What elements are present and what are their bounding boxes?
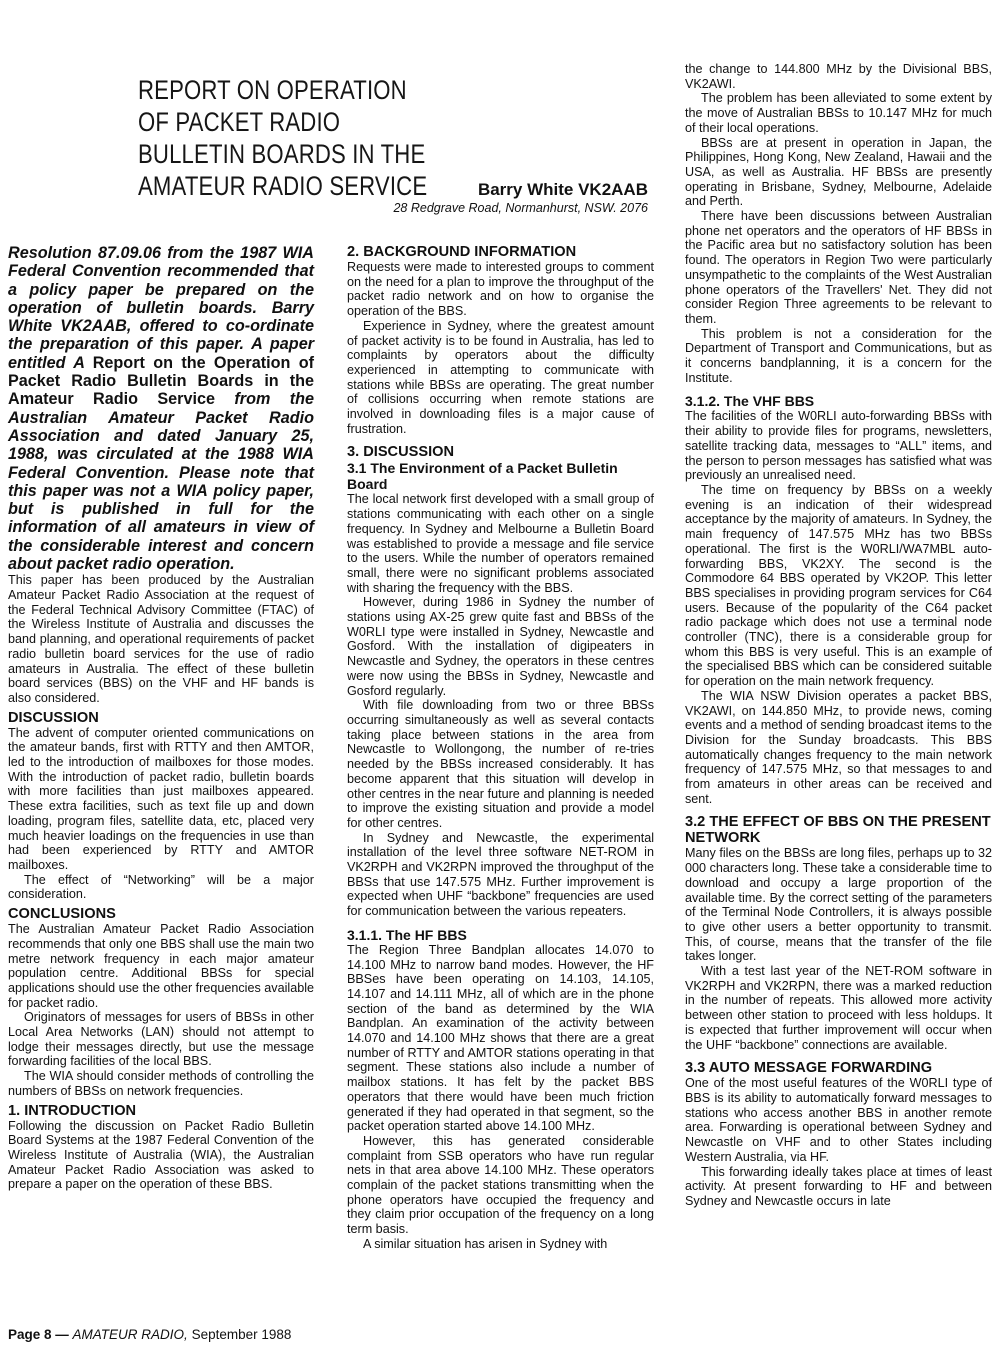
body-paragraph: the change to 144.800 MHz by the Divisional BBS, VK2AWI. [685,62,992,91]
body-paragraph: The advent of computer oriented communications on the amateur bands, first with RTTY and then AMTOR, led to the introduction of mailboxes for those modes. With the introduction of packet radio, bulletin boards with more facilities than just mailboxes appeared. These extra facilities, such as text file up and down loading, program files, satellite data, etc, placed very much heavier loadings on the frequencies in use than had been experienced by RTTY and AMTOR mailboxes. [8,725,314,872]
footer-publication: AMATEUR RADIO, [72,1327,188,1342]
heading-discussion-3: 3. DISCUSSION [347,444,455,461]
heading-discussion: DISCUSSION [8,709,99,726]
body-paragraph: The Australian Amateur Packet Radio Association recommends that only one BBS shall use the main two metre network frequency in each major amateur population centre. Additional BBSs for special applications should use the other frequencies available for packet radio. [8,922,314,1010]
footer-page-number: Page 8 — [8,1327,69,1342]
body-paragraph: One of the most useful features of the W0RLI type of BBS is its ability to automatically forward messages to stations who access another BBS in another remote area. Forwarding is operational between Sydney and Newcastle on VHF and to other States including Western Australia, via HF. [685,1076,992,1164]
intro-paragraph [8,244,314,573]
body-paragraph: However, this has generated considerable complaint from SSB operators who have run regular nets in that area above 14.100 MHz. These operators complain of the packet stations transmitting when the phone operators have occupied the frequency and they claim prior occupation of the frequency on a long term basis. [347,1133,654,1237]
body-paragraph: A similar situation has arisen in Sydney with [363,1236,608,1251]
body-paragraph: This forwarding ideally takes place at times of least activity. At present forwarding to HF and between Sydney and Newcastle occurs in late [685,1164,992,1208]
heading-hf-bbs: 3.1.1. The HF BBS [347,926,467,943]
body-paragraph: The WIA should consider methods of controlling the numbers of BBSs on network frequencies. [8,1069,314,1098]
author-name: Barry White VK2AAB [477,180,648,199]
column-left [8,244,314,1192]
body-paragraph: The time on frequency by BBSs on a weekly evening is an indication of their widespread acceptance by the majority of amateurs. In Sydney, the main frequency of 147.575 MHz has two BBSs operational. The first is the W0RLI/WA7MBL auto-forwarding BBS, VK2XY. The second is the Commodore 64 BBS operated by VK2OP. This letter BBS specialises in providing program services for C64 users. Because of the popularity of the C64 packet radio package which does not use a terminal node controller (TNC), there is a considerable group for whom this BBS is very useful. This is an example of the specialised BBS which can be considered suitable for operation on the main network frequency. [685,482,992,689]
heading-vhf-bbs: 3.1.2. The VHF BBS [685,393,815,410]
body-paragraph: With a test last year of the NET-ROM software in VK2RPH and VK2RPN, there was a marked reduction in the number of repeats. This allowed more activity between other station to proceed with less holdups. It is expected that further improvement will occur when the UHF “backbone” connections are available. [685,964,992,1052]
body-paragraph: With file downloading from two or three BBSs occurring simultaneously as well as several contacts taking place between stations in the area from Newcastle to Wollongong, the number of re-tries needed by the BBSs increased considerably. It has become apparent that this situation will develop in other centres in the near future and planning is needed to improve the existing situation and provide a model for other centres. [347,698,654,830]
heading-auto-forwarding: 3.3 AUTO MESSAGE FORWARDING [685,1060,933,1077]
column-right [685,62,992,1209]
article-title: REPORT ON OPERATION OF PACKET RADIO BULLETIN BOARDS IN THE AMATEUR RADIO SERVICE [138,75,428,201]
intro-text-paper-title: Report on the Operation of Packet Radio Bulletin Boards in the Amateur Radio Service [8,353,314,409]
heading-environment: 3.1 The Environment of a Packet Bulletin Board [347,460,618,493]
body-paragraph: The local network first developed with a small group of stations communicating with each other on a single frequency. In Sydney and Melbourne a Bulletin Board was established to provide a message and file service to the users. While the number of operators remained small, there were no significant problems associated with sharing the frequency with the BBS. [347,492,654,595]
body-paragraph: Following the discussion on Packet Radio Bulletin Board Systems at the 1987 Federal Convention of the Wireless Institute of Australia (WIA), the Australian Amateur Packet Radio Association was asked to prepare a paper on the operation of these BBS. [8,1118,314,1192]
body-paragraph: Requests were made to interested groups to comment on the need for a plan to improve the throughput of the packet radio network and on how to organise the operation of the BBS. [347,260,654,319]
page-footer [8,1327,291,1342]
body-paragraph: The problem has been alleviated to some extent by the move of Australian BBSs to 10.147 MHz for much of their local operations. [685,91,992,135]
author-address: 28 Redgrave Road, Normanhurst, NSW. 2076 [393,201,648,215]
body-paragraph: Experience in Sydney, where the greatest amount of packet activity is to be found in Australia, has led to complaints by operators about the difficulty experienced in attempting to communicate with stations while BBSs are operating. The great number of collisions occurring when remote stations are involved in downloading files is a major cause of frustration. [347,318,654,436]
body-paragraph: The WIA NSW Division operates a packet BBS, VK2AWI, on 144.850 MHz, to provide news, coming events and a method of sending broadcast items to the Division for the Sunday broadcasts. This BBS automatically changes frequency to the main network frequency of 147.575 MHz, so that messages to and from amateurs in other areas can be received and sent. [685,688,992,806]
body-paragraph: This problem is not a consideration for the Department of Transport and Communications, but as it concerns bandplanning, it is a concern for the Institute. [685,326,992,385]
body-paragraph: BBSs are at present in operation in Japan, the Philippines, Hong Kong, New Zealand, Hawaii and the USA, as well as Australia. HF BBSs are presently operating in Brisbane, Sydney, Melbourne, Adelaide and Perth. [685,135,992,209]
footer-date: September 1988 [191,1327,292,1342]
body-paragraph: The effect of “Networking” will be a major consideration. [8,872,314,902]
body-paragraph: Many files on the BBSs are long files, perhaps up to 32 000 characters long. These take a considerable time to download and occupy a large proportion of the available time. By the correct setting of the parameters of the Terminal Node Controllers, it is always possible to give other users a better opportunity to transmit. This, of course, means that the transfer of the file takes longer. [685,846,992,964]
body-paragraph: There have been discussions between Australian phone net operators and the operators of HF BBSs in the Pacific area but no satisfactory solution has been found. The operators in Region Two were particularly unsympathetic to the complaints of the West Australian phone operators of the Travellers' Net. They did not consider Region Three agreements to be relevant to them. [685,209,992,326]
body-paragraph: This paper has been produced by the Australian Amateur Packet Radio Association at the request of the Federal Technical Advisory Committee (FTAC) of the Wireless Institute of Australia and discusses the band planning, and operational requirements of packet radio bulletin board services for the use of radio amateurs in Australia. The effect of these bulletin board services (BBS) on the VHF and HF bands is also considered. [8,573,314,705]
heading-background: 2. BACKGROUND INFORMATION [347,244,577,260]
body-paragraph: The Region Three Bandplan allocates 14.070 to 14.100 MHz to narrow band modes. However, the HF BBSes have been operating on 14.103, 14.105, 14.107 and 14.111 MHz, all of which are in the phone section of the band as determined by the WIA Bandplan. An examination of the activity between 14.070 and 14.100 MHz shows that there are a great number of RTTY and AMTOR stations operating in that segment. These stations also include a number of mailbox stations. It has felt by the packet BBS operators that there would have been much friction generated if they had operated in that segment, so the packet operation started above 14.100 MHz. [347,942,654,1134]
body-paragraph: However, during 1986 in Sydney the number of stations using AX-25 grew quite fast and BBSs of the W0RLI type were installed in Sydney, Newcastle and Gosford. With the installation of digipeaters in Newcastle and Sydney, the operators in these centres were now using the BBSs in Sydney, Newcastle and Gosford regularly. [347,595,654,698]
body-paragraph: The facilities of the W0RLI auto-forwarding BBSs with their ability to provide files for programs, newsletters, satellite tracking data, messages to “ALL” items, and the person to person messages has satisfied what was previously an unrealised need. [685,409,992,483]
body-paragraph: Originators of messages for users of BBSs in other Local Area Networks (LAN) should not attempt to lodge their messages directly, but use the message forwarding facilities of the local BBS. [8,1010,314,1069]
heading-effect-bbs: 3.2 THE EFFECT OF BBS ON THE PRESENT NETWORK [685,814,991,847]
body-paragraph: In Sydney and Newcastle, the experimental installation of the level three software NET-ROM in VK2RPH and VK2RPN improved the throughput of the BBSs that use 147.575 MHz. Further improvement is expected when UHF “backbone” frequencies are used for communication between the various repeaters. [347,830,654,919]
heading-conclusions: CONCLUSIONS [8,906,116,923]
intro-text-a: Resolution 87.09.06 from the 1987 WIA Federal Convention recommended that a policy paper be prepared on the operation of bulletin boards. Barry White VK2AAB, offered to co-ordinate the preparation of this paper. A paper entitled A [8,244,314,372]
heading-introduction: 1. INTRODUCTION [8,1102,137,1119]
intro-text-c: from the Australian Amateur Packet Radio Association and dated January 25, 1988, was circulated at the 1988 WIA Federal Convention. Please note that this paper was not a WIA policy paper, but is published in full for the information of all amateurs in view of the considerable interest and concern about packet radio operation. [8,390,315,574]
column-middle [347,244,654,1252]
